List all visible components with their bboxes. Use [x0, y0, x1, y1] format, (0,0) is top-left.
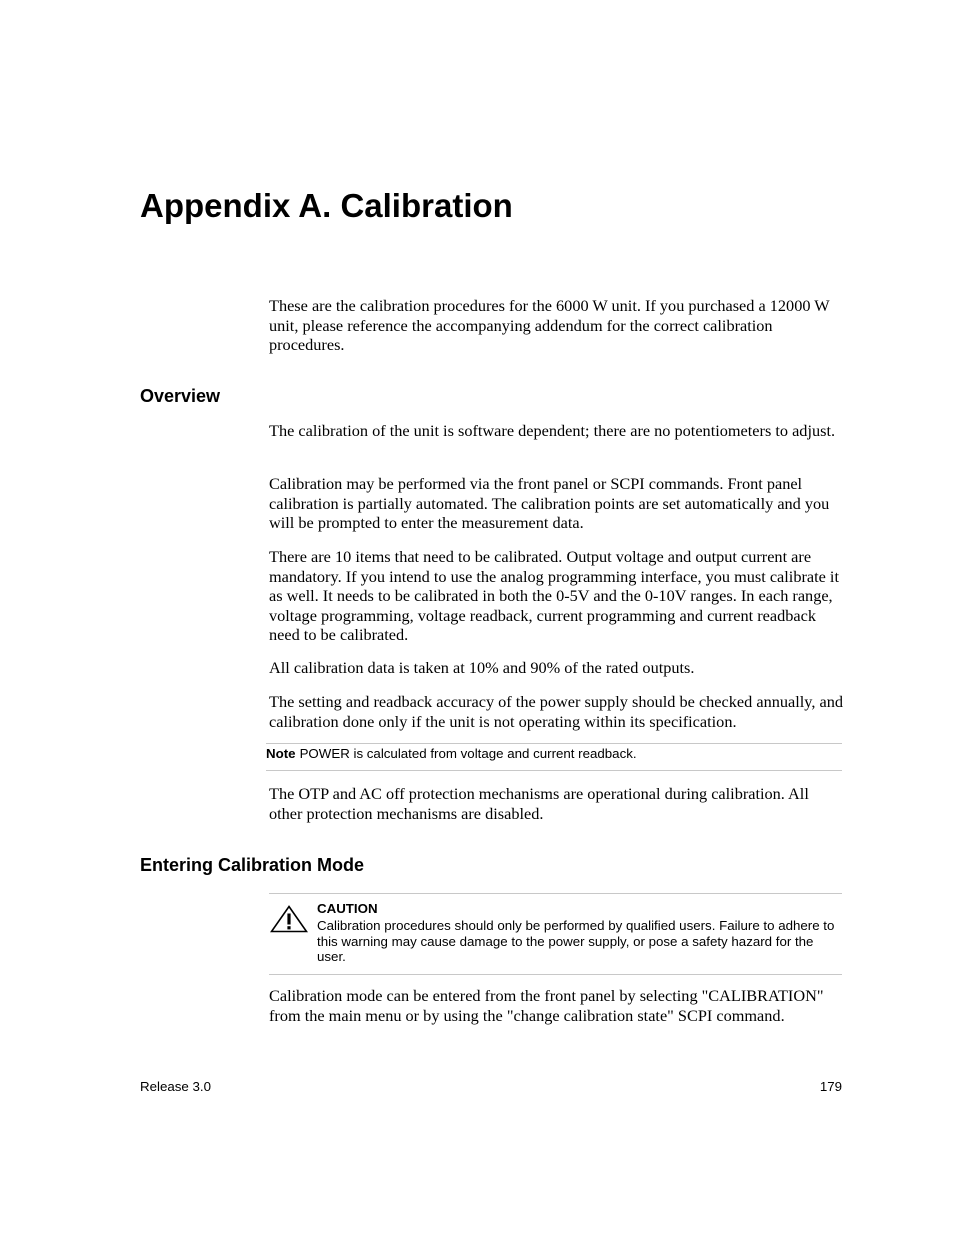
caution-label: CAUTION: [317, 901, 378, 916]
note: [266, 745, 637, 763]
warning-triangle-icon: [270, 905, 308, 933]
protection-paragraph: The OTP and AC off protection mechanisms are operational during calibration. All other protection mechanisms are disabled.: [269, 784, 809, 823]
overview-paragraph-5: The setting and readback accuracy of the power supply should be checked annually, and calibration done only if the unit is not operating within its specification.: [269, 692, 843, 731]
entering-calibration-heading: Entering Calibration Mode: [140, 855, 365, 875]
page-title: Appendix A. Calibration: [140, 187, 513, 224]
overview-paragraph-3: There are 10 items that need to be calibrated. Output voltage and output current are mandatory. If you intend to use the analog programming interface, you must calibrate it as well. It needs to be calibrated in both the 0-5V and the 0-10V ranges. In each range, voltage programming, voltage readback, current programming and current readback need to be calibrated.: [269, 547, 839, 645]
caution-text: Calibration procedures should only be performed by qualified users. Failure to adhere to this warning may cause damage to the power supply, or pose a safety hazard for the user.: [317, 918, 835, 965]
footer-page-number: 179: [819, 1079, 842, 1094]
intro-paragraph: These are the calibration procedures for the 6000 W unit. If you purchased a 12000 W unit, please reference the accompanying addendum for the correct calibration procedures.: [269, 296, 830, 355]
footer-release: Release 3.0: [140, 1079, 211, 1094]
caution-top-rule: [269, 893, 842, 894]
overview-heading: Overview: [140, 386, 221, 406]
note-label: Note: [266, 746, 296, 761]
note-text: POWER is calculated from voltage and current readback.: [299, 746, 637, 761]
overview-paragraph-1: The calibration of the unit is software dependent; there are no potentiometers to adjust.: [269, 421, 836, 440]
overview-paragraph-4: All calibration data is taken at 10% and 90% of the rated outputs.: [269, 658, 695, 677]
note-bottom-rule: [266, 770, 842, 771]
caution-bottom-rule: [269, 974, 842, 975]
entering-paragraph: Calibration mode can be entered from the front panel by selecting "CALIBRATION" from the main menu or by using the "change calibration state" SCPI command.: [269, 986, 824, 1025]
overview-paragraph-2: Calibration may be performed via the front panel or SCPI commands. Front panel calibration is partially automated. The calibration points are set automatically and you will be prompted to enter the measurement data.: [269, 474, 830, 533]
note-top-rule: [266, 743, 842, 744]
